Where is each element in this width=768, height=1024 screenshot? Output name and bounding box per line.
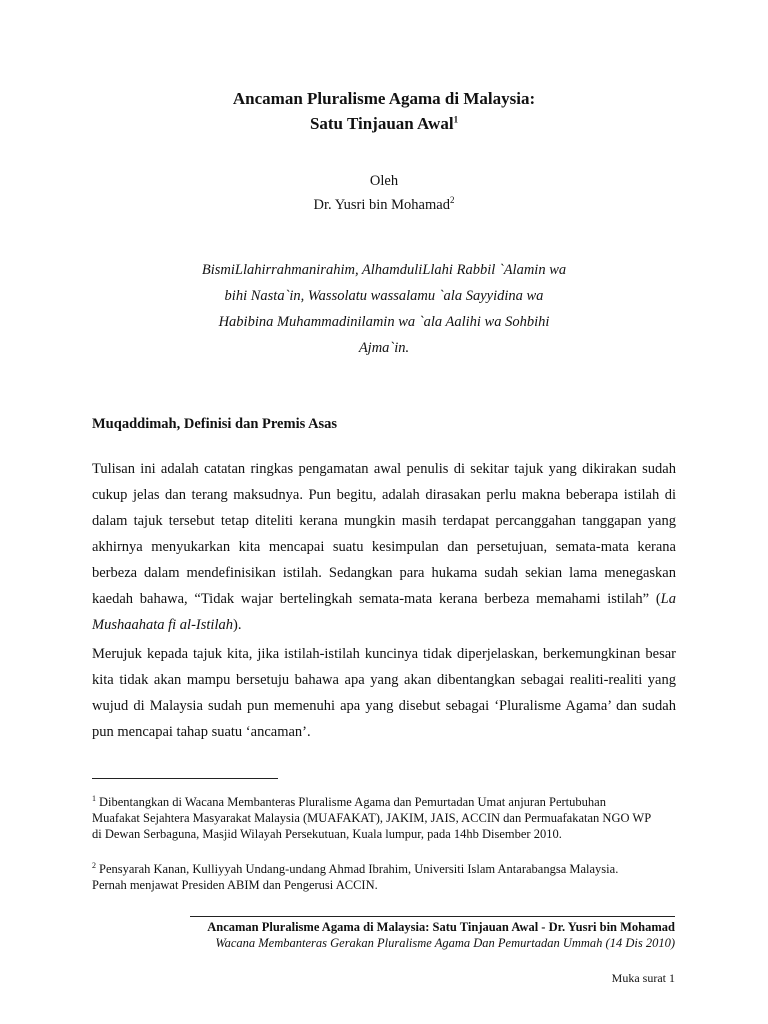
footnote-2 <box>92 861 652 893</box>
footnote-divider <box>92 778 278 779</box>
paragraph-1 <box>92 456 676 638</box>
invocation-line: Ajma`in. <box>358 340 410 356</box>
title-line-1: Ancaman Pluralisme Agama di Malaysia: <box>232 89 536 108</box>
invocation-block <box>180 257 588 361</box>
paragraph-1-text: Tulisan ini adalah catatan ringkas pengamatan awal penulis di sekitar tajuk yang dikirakan sudah cukup jelas dan terang maksudnya. Pun begitu, adalah dirasakan perlu makna beberapa istilah di dalam tajuk tersebut tetap diteliti kerana mungkin masih terdapat percanggahan tanggapan yang akhirnya menyukarkan kita mencapai suatu kesimpulan dan persetujuan, semata-mata kerana berbeza dalam mendefinisikan istilah. Sedangkan para hukama sudah sekian lama menegaskan kaedah bahawa, “Tidak wajar bertelingkah semata-mata kerana berbeza memahami istilah” ( <box>92 461 676 607</box>
byline-author <box>92 195 676 215</box>
footnote-text: Pensyarah Kanan, Kulliyyah Undang-undang Ahmad Ibrahim, Universiti Islam Antarabangsa Malaysia. Pernah menjawat Presiden ABIM dan Pengerusi ACCIN. <box>92 862 619 892</box>
author-name: Dr. Yusri bin Mohamad <box>313 197 450 213</box>
paragraph-1-italic: La Mushaahata fi al-Istilah <box>92 591 676 633</box>
invocation-line: BismiLlahirrahmanirahim, AlhamduliLlahi Rabbil `Alamin wa <box>201 262 567 278</box>
footer-divider <box>190 916 675 917</box>
footnote-ref-2[interactable]: 2 <box>449 195 455 206</box>
footer-event: Wacana Membanteras Gerakan Pluralisme Agama Dan Pemurtadan Ummah (14 Dis 2010) <box>215 936 675 950</box>
footnote-number: 1 <box>92 793 96 803</box>
byline-label: Oleh <box>369 173 399 189</box>
section-heading: Muqaddimah, Definisi dan Premis Asas <box>92 416 338 432</box>
paragraph-1-end: ). <box>232 617 242 633</box>
invocation-line: Habibina Muhammadinilamin wa `ala Aalihi wa Sohbihi <box>218 314 550 330</box>
document-title <box>92 86 676 136</box>
title-line-2 <box>92 111 676 136</box>
invocation-line: bihi Nasta`in, Wassolatu wassalamu `ala Sayyidina wa <box>224 288 544 304</box>
paragraph-2-text: Merujuk kepada tajuk kita, jika istilah-istilah kuncinya tidak diperjelaskan, berkemungkinan besar kita tidak akan mampu bersetuju bahawa apa yang akan dibentangkan sebagai realiti-realiti yang wujud di Malaysia sudah pun memenuhi apa yang disebut sebagai ‘Pluralisme Agama’ dan sudah pun mencapai tahap suatu ‘ancaman’. <box>92 646 676 740</box>
footnote-number: 2 <box>92 860 96 870</box>
paragraph-2 <box>92 641 676 745</box>
title-line-2-text: Satu Tinjauan Awal <box>309 114 454 133</box>
footnote-1 <box>92 794 652 842</box>
footnote-ref-1[interactable]: 1 <box>453 114 459 125</box>
footnote-text: Dibentangkan di Wacana Membanteras Pluralisme Agama dan Pemurtadan Umat anjuran Pertubuhan Muafakat Sejahtera Masyarakat Malaysia (MUAFAKAT), JAKIM, JAIS, ACCIN dan Permuafakatan NGO WP di Dewan Serbaguna, Masjid Wilayah Persekutuan, Kuala lumpur, pada 14hb Disember 2010. <box>92 795 651 841</box>
page-number: Muka surat 1 <box>611 971 675 985</box>
footer-title: Ancaman Pluralisme Agama di Malaysia: Satu Tinjauan Awal - Dr. Yusri bin Mohamad <box>207 920 675 934</box>
